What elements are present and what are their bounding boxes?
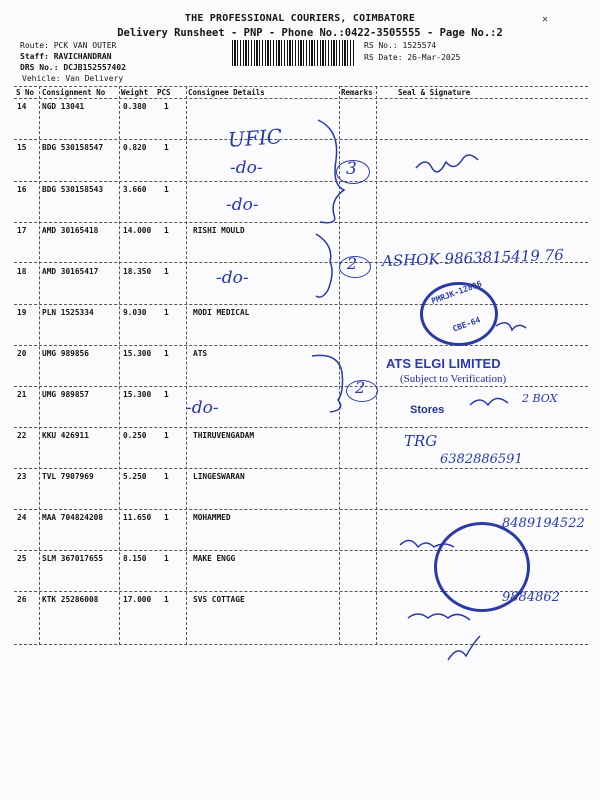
handwriting-ditto: -do- <box>226 195 259 215</box>
col-remarks: Remarks <box>341 88 373 97</box>
handwriting-ditto: -do- <box>216 268 249 288</box>
handwriting-phone: 8489194522 <box>502 516 585 531</box>
ats-stamp-stores: Stores <box>410 404 445 416</box>
handwriting-phone: 6382886591 <box>440 452 523 467</box>
rs-date: RS Date: 26-Mar-2025 <box>364 53 461 62</box>
col-consignment: Consignment No <box>42 88 106 97</box>
handwriting-box: 2 BOX <box>522 392 558 405</box>
col-pcs: PCS <box>157 88 171 97</box>
handwriting-ditto: -do- <box>186 398 219 418</box>
col-seal: Seal & Signature <box>398 88 471 97</box>
vehicle: Vehicle: Van Delivery <box>22 74 124 83</box>
runsheet-subtitle: Delivery Runsheet - PNP - Phone No.:0422-3505555 - Page No.:2 <box>117 27 503 39</box>
handwriting-ditto: -do- <box>230 158 263 178</box>
handwriting-phone: 9884862 <box>502 590 560 605</box>
col-consignee: Consignee Details <box>188 88 265 97</box>
handwriting-ufic: UFIC <box>227 124 283 152</box>
col-weight: Weight <box>121 88 149 97</box>
handwriting-ashok: ASHOK 9863815419 76 <box>381 245 565 271</box>
staff: Staff: RAVICHANDRAN <box>20 52 112 61</box>
runsheet-table: S No Consignment No Weight PCS Consignee Details Remarks Seal & Signature 14 NGD 13041 0.380 1 15 BDG 530158547 0.820 1 16 BDG 530158543 3.660 1 17 AMD 30165418 14.000 1 RISHI MOULD 18 AMD 30165417 18.350 1 19 PLN 1525334 9.030 1 MODI MEDICAL 20 UMG 989856 15.300 1 ATS 21 UMG 989857 15.300 1 22 KKU 426911 0.250 1 THIRUVENGADAM 23 TVL 7907969 5.250 1 LINGESWARAN 24 MAA 704824208 11.650 1 MOHAMMED 25 SLM 367017655 8.150 1 MAKE ENGG 26 KTK 25286008 17.000 1 SVS COTTAGE <box>14 86 588 645</box>
ats-stamp-title: ATS ELGI LIMITED <box>386 356 501 371</box>
col-sno: S No <box>16 88 35 97</box>
close-icon[interactable]: ✕ <box>542 14 549 25</box>
seal-text: CBE-64 <box>451 315 482 334</box>
count-label: 3 <box>346 159 357 179</box>
route: Route: PCK VAN OUTER <box>20 41 117 50</box>
seal-text: PMRJK-12896 <box>430 279 483 306</box>
drs-number: DRS No.: DCJB152557402 <box>20 63 126 72</box>
count-label: 2 <box>347 254 358 273</box>
rs-number: RS No.: 1525574 <box>364 41 437 50</box>
handwriting-trg: TRG <box>404 432 438 450</box>
company-title: THE PROFESSIONAL COURIERS, COIMBATORE <box>184 13 416 24</box>
count-label: 2 <box>355 378 366 397</box>
ats-stamp-subtitle: (Subject to Verification) <box>400 373 507 385</box>
